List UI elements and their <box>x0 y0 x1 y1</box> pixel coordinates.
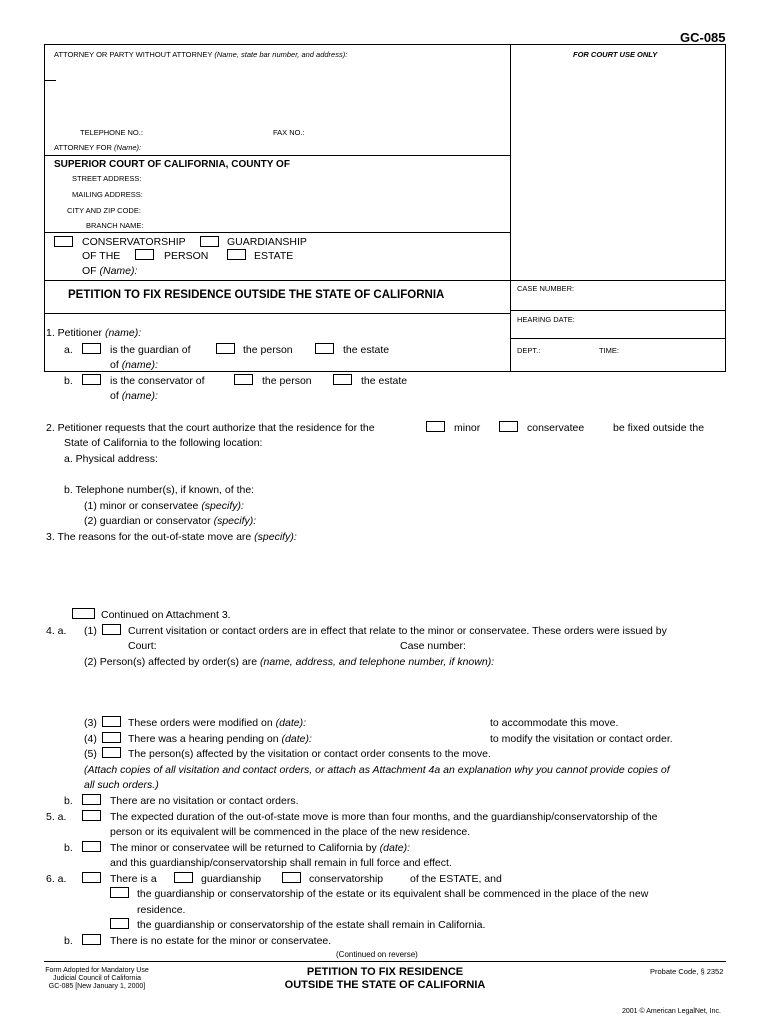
conservator-of-label: is the conservator of <box>110 375 205 387</box>
minor-label: minor <box>454 422 481 434</box>
item-4a1-number: (1) <box>84 625 97 637</box>
hearing-pending-label: There was a hearing pending on (date): <box>128 733 312 745</box>
no-orders-label: There are no visitation or contact orders. <box>110 795 299 807</box>
minor-phone-label: (1) minor or conservatee (specify): <box>84 500 244 512</box>
order-case-number-label: Case number: <box>400 640 466 652</box>
item-5a-label: 5. a. <box>46 811 67 823</box>
estate-guardianship-checkbox[interactable] <box>174 872 193 883</box>
court-label: Court: <box>128 640 157 652</box>
guardian-estate-checkbox[interactable] <box>315 343 334 354</box>
copyright: 2001 © American LegalNet, Inc. <box>622 1008 721 1015</box>
header-table <box>44 44 726 372</box>
person-label: PERSON <box>164 250 209 262</box>
guardian-person-checkbox[interactable] <box>216 343 235 354</box>
item-4a-label: 4. a. <box>46 625 67 637</box>
conservatee-checkbox[interactable] <box>499 421 518 432</box>
of-the-label: OF THE <box>82 250 121 262</box>
no-estate-checkbox[interactable] <box>82 934 101 945</box>
estate-conservatorship-checkbox[interactable] <box>282 872 301 883</box>
item-3-reasons: 3. The reasons for the out-of-state move are (specify): <box>46 531 297 543</box>
estate-remain-label: the guardianship or conservatorship of the estate shall remain in California. <box>137 919 486 931</box>
estate-commenced-checkbox[interactable] <box>110 887 129 898</box>
footer-title-line1: PETITION TO FIX RESIDENCE <box>306 966 464 978</box>
item-1b-label: b. <box>64 375 73 387</box>
person-checkbox[interactable] <box>135 249 154 260</box>
of-estate-label: of the ESTATE, and <box>410 873 502 885</box>
item-2-line1: 2. Petitioner requests that the court authorize that the residence for the <box>46 422 375 434</box>
item-4a3-number: (3) <box>84 717 97 729</box>
visitation-orders-checkbox[interactable] <box>102 624 121 635</box>
form-adopted-line2: Judicial Council of California <box>53 975 141 982</box>
minor-checkbox[interactable] <box>426 421 445 432</box>
estate-conservatorship-label: conservatorship <box>309 873 384 885</box>
telephone-label: TELEPHONE NO.: <box>80 128 143 137</box>
guardian-person-label: the person <box>243 344 293 356</box>
there-is-label: There is a <box>110 873 157 885</box>
branch-name-label: BRANCH NAME: <box>86 221 144 230</box>
continued-reverse: (Continued on reverse) <box>336 950 418 959</box>
attorney-for-label: ATTORNEY FOR (Name): <box>54 143 142 152</box>
attachment-3-checkbox[interactable] <box>72 608 95 619</box>
conservator-checkbox[interactable] <box>82 374 101 385</box>
of-name-label: OF (Name): <box>82 265 138 277</box>
form-adopted-line1: Form Adopted for Mandatory Use <box>45 967 149 974</box>
guardianship-label: GUARDIANSHIP <box>227 236 307 248</box>
return-checkbox[interactable] <box>82 841 101 852</box>
fixed-outside-label: be fixed outside the <box>613 422 705 434</box>
item-4b-label: b. <box>64 795 73 807</box>
guardian-phone-label: (2) guardian or conservator (specify): <box>84 515 257 527</box>
conservator-estate-label: the estate <box>361 375 408 387</box>
conservator-of-name: of (name): <box>110 390 158 402</box>
attachment-3-label: Continued on Attachment 3. <box>101 609 231 621</box>
persons-affected-label: (2) Person(s) affected by order(s) are (name, address, and telephone number, if known): <box>84 656 495 668</box>
petition-title: PETITION TO FIX RESIDENCE OUTSIDE THE STATE OF CALIFORNIA <box>68 289 445 301</box>
visitation-orders-label: Current visitation or contact orders are in effect that relate to the minor or conservatee. These orders were issued by <box>128 625 667 637</box>
attach-copies-line1: (Attach copies of all visitation and contact orders, or attach as Attachment 4a an explanation why you cannot provide copies of <box>84 764 670 776</box>
form-adopted-line3: GC-085 [New January 1, 2000] <box>48 983 146 990</box>
conservator-person-label: the person <box>262 375 312 387</box>
attorney-label: ATTORNEY OR PARTY WITHOUT ATTORNEY (Name, state bar number, and address): <box>54 50 348 59</box>
guardian-estate-label: the estate <box>343 344 390 356</box>
duration-checkbox[interactable] <box>82 810 101 821</box>
item-6b-label: b. <box>64 935 73 947</box>
guardian-of-name: of (name): <box>110 359 158 371</box>
estate-label: ESTATE <box>254 250 294 262</box>
hearing-pending-checkbox[interactable] <box>102 732 121 743</box>
item-4a5-number: (5) <box>84 748 97 760</box>
physical-address-label: a. Physical address: <box>64 453 158 465</box>
conservatee-label: conservatee <box>527 422 585 434</box>
petitioner-line: 1. Petitioner (name): <box>46 327 142 339</box>
consents-label: The person(s) affected by the visitation or contact order consents to the move. <box>128 748 491 760</box>
duration-line1: The expected duration of the out-of-state move is more than four months, and the guardianship/conservatorship of the <box>110 811 658 823</box>
time-label: TIME: <box>599 346 619 355</box>
return-line1: The minor or conservatee will be returned to California by (date): <box>110 842 410 854</box>
item-1a-label: a. <box>64 344 73 356</box>
hearing-date-label: HEARING DATE: <box>517 315 575 324</box>
estate-commenced-line1: the guardianship or conservatorship of the estate or its equivalent shall be commenced in the place of the new <box>137 888 649 900</box>
item-6a-label: 6. a. <box>46 873 67 885</box>
mailing-address-label: MAILING ADDRESS: <box>72 190 143 199</box>
court-use-only-label: FOR COURT USE ONLY <box>573 50 658 59</box>
conservatorship-checkbox[interactable] <box>54 236 73 247</box>
modify-order-label: to modify the visitation or contact order. <box>490 733 673 745</box>
telephone-numbers-label: b. Telephone number(s), if known, of the: <box>64 484 255 496</box>
estate-commenced-line2: residence. <box>137 904 186 916</box>
fax-label: FAX NO.: <box>273 128 305 137</box>
court-title: SUPERIOR COURT OF CALIFORNIA, COUNTY OF <box>54 159 290 170</box>
guardian-checkbox[interactable] <box>82 343 101 354</box>
guardianship-checkbox[interactable] <box>200 236 219 247</box>
no-estate-label: There is no estate for the minor or conservatee. <box>110 935 332 947</box>
item-5b-label: b. <box>64 842 73 854</box>
conservatorship-label: CONSERVATORSHIP <box>82 236 186 248</box>
orders-modified-label: These orders were modified on (date): <box>128 717 307 729</box>
return-line2: and this guardianship/conservatorship shall remain in full force and effect. <box>110 857 452 869</box>
dept-label: DEPT.: <box>517 346 541 355</box>
accommodate-label: to accommodate this move. <box>490 717 619 729</box>
item-4a4-number: (4) <box>84 733 97 745</box>
attach-copies-line2: all such orders.) <box>84 779 159 791</box>
duration-line2: person or its equivalent will be commenced in the place of the new residence. <box>110 826 471 838</box>
conservator-person-checkbox[interactable] <box>234 374 253 385</box>
street-address-label: STREET ADDRESS: <box>72 174 142 183</box>
orders-modified-checkbox[interactable] <box>102 716 121 727</box>
no-orders-checkbox[interactable] <box>82 794 101 805</box>
form-code: GC-085 <box>680 30 726 45</box>
consents-checkbox[interactable] <box>102 747 121 758</box>
guardian-of-label: is the guardian of <box>110 344 191 356</box>
footer-title-line2: OUTSIDE THE STATE OF CALIFORNIA <box>284 979 486 991</box>
conservator-estate-checkbox[interactable] <box>333 374 352 385</box>
estate-guardianship-label: guardianship <box>201 873 262 885</box>
estate-exists-checkbox[interactable] <box>82 872 101 883</box>
estate-checkbox[interactable] <box>227 249 246 260</box>
city-zip-label: CITY AND ZIP CODE: <box>67 206 141 215</box>
probate-code: Probate Code, § 2352 <box>650 967 724 976</box>
item-2-line2: State of California to the following location: <box>64 437 263 449</box>
case-number-label: CASE NUMBER: <box>517 284 575 293</box>
estate-remain-checkbox[interactable] <box>110 918 129 929</box>
